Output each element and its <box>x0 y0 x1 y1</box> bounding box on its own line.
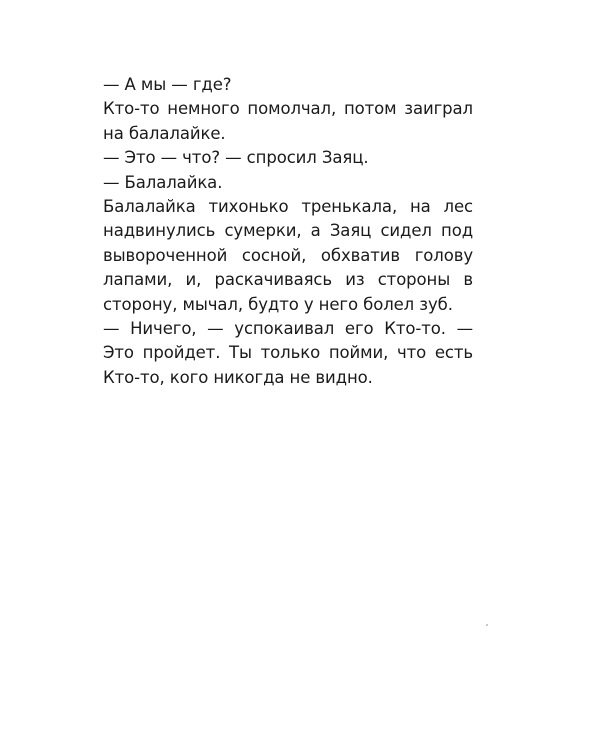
paragraph-4: — Балалайка. <box>103 172 223 192</box>
scan-speck <box>486 624 488 626</box>
text-body <box>103 73 473 390</box>
paragraph-3: — Это — что? — спросил Заяц. <box>103 148 369 168</box>
paragraph-2: Кто-то немного помолчал, потом заиграл на балалайке. <box>103 99 473 143</box>
paragraph-1: — А мы — где? <box>103 75 232 94</box>
paragraph-6: — Ничего, — успокаивал его Кто-то. — Это пройдет. Ты только пойми, что есть Кто-то, кого никогда не видно. <box>103 319 473 387</box>
paragraph-5: Балалайка тихонько тренькала, на лес надвинулись сумерки, а Заяц сидел под вывороченной сосной, обхватив голову лапами, и, раскачиваясь из стороны в сторону, мычал, будто у него болел зуб. <box>103 197 473 314</box>
